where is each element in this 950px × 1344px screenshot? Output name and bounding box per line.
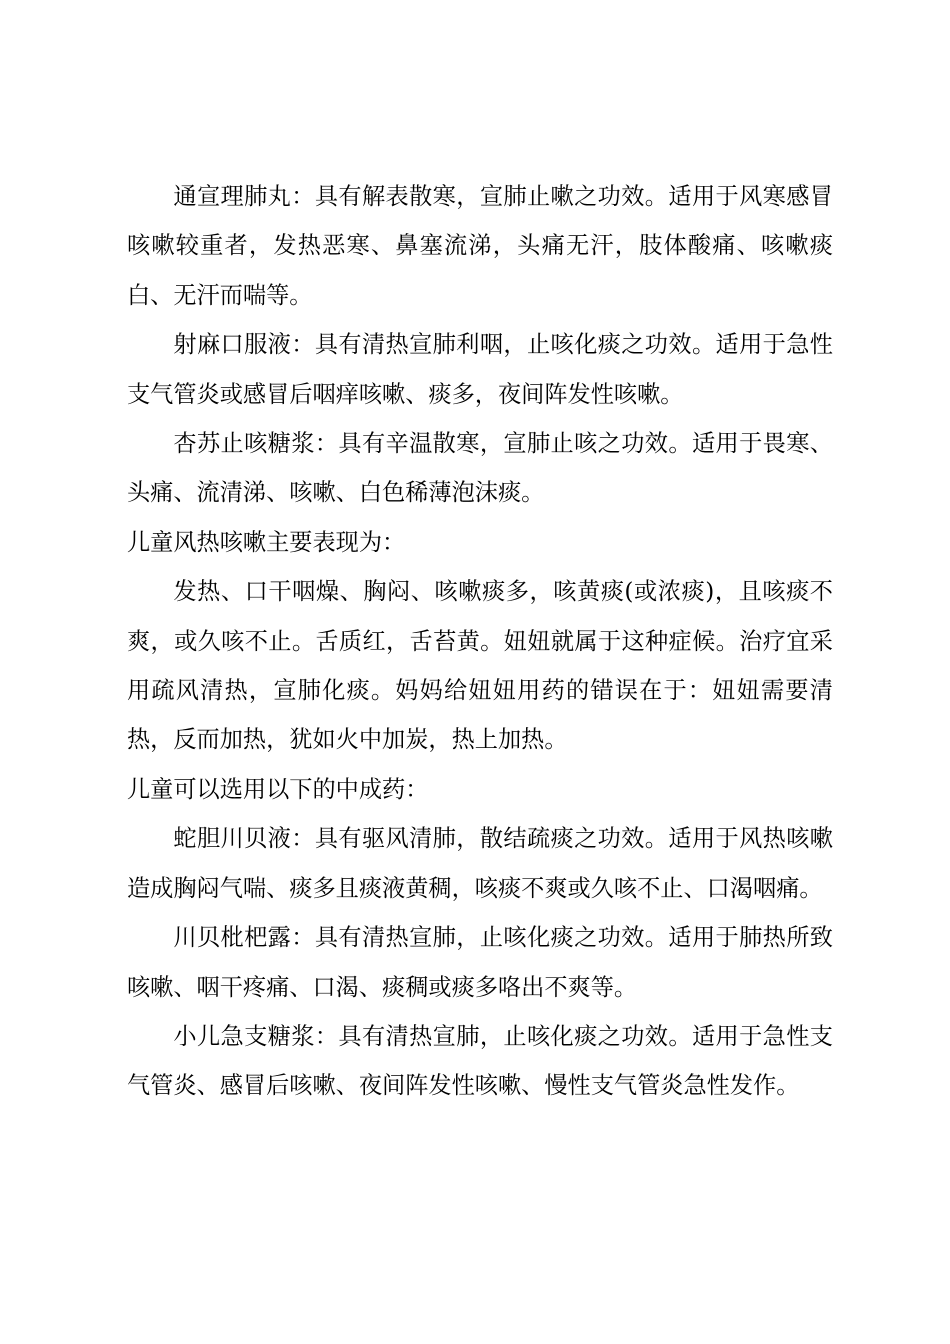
- paragraph-shema-koufuye: 射麻口服液：具有清热宣肺利咽，止咳化痰之功效。适用于急性支气管炎或感冒后咽痒咳嗽、痰多，夜间阵发性咳嗽。: [127, 331, 833, 408]
- paragraph-shedan-chuanbei-ye: 蛇胆川贝液：具有驱风清肺，散结疏痰之功效。适用于风热咳嗽造成胸闷气喘、痰多且痰液黄稠，咳痰不爽或久咳不止、口渴咽痛。: [127, 825, 833, 902]
- paragraph-tongxuan-lifei-wan: 通宣理肺丸：具有解表散寒，宣肺止嗽之功效。适用于风寒感冒咳嗽较重者，发热恶寒、鼻塞流涕，头痛无汗，肢体酸痛、咳嗽痰白、无汗而喘等。: [127, 183, 833, 309]
- paragraph-xingsu-zhike-tangjiang: 杏苏止咳糖浆：具有辛温散寒，宣肺止咳之功效。适用于畏寒、头痛、流清涕、咳嗽、白色稀薄泡沫痰。: [127, 430, 833, 507]
- paragraph-wind-heat-symptoms: 发热、口干咽燥、胸闷、咳嗽痰多，咳黄痰(或浓痰)，且咳痰不爽，或久咳不止。舌质红，舌苔黄。妞妞就属于这种症候。治疗宜采用疏风清热，宣肺化痰。妈妈给妞妞用药的错误在于：妞妞需要清热，反而加热，犹如火中加炭，热上加热。: [127, 578, 833, 754]
- document-page: [127, 172, 833, 1111]
- paragraph-chuanbei-pipa-lu: 川贝枇杷露：具有清热宣肺，止咳化痰之功效。适用于肺热所致咳嗽、咽干疼痛、口渴、痰稠或痰多咯出不爽等。: [127, 924, 833, 1001]
- paragraph-xiaoer-jizhi-tangjiang: 小儿急支糖浆：具有清热宣肺，止咳化痰之功效。适用于急性支气管炎、感冒后咳嗽、夜间阵发性咳嗽、慢性支气管炎急性发作。: [127, 1022, 833, 1100]
- section-heading-medicines: 儿童可以选用以下的中成药：: [127, 775, 429, 803]
- section-heading-wind-heat-cough: 儿童风热咳嗽主要表现为：: [127, 528, 406, 556]
